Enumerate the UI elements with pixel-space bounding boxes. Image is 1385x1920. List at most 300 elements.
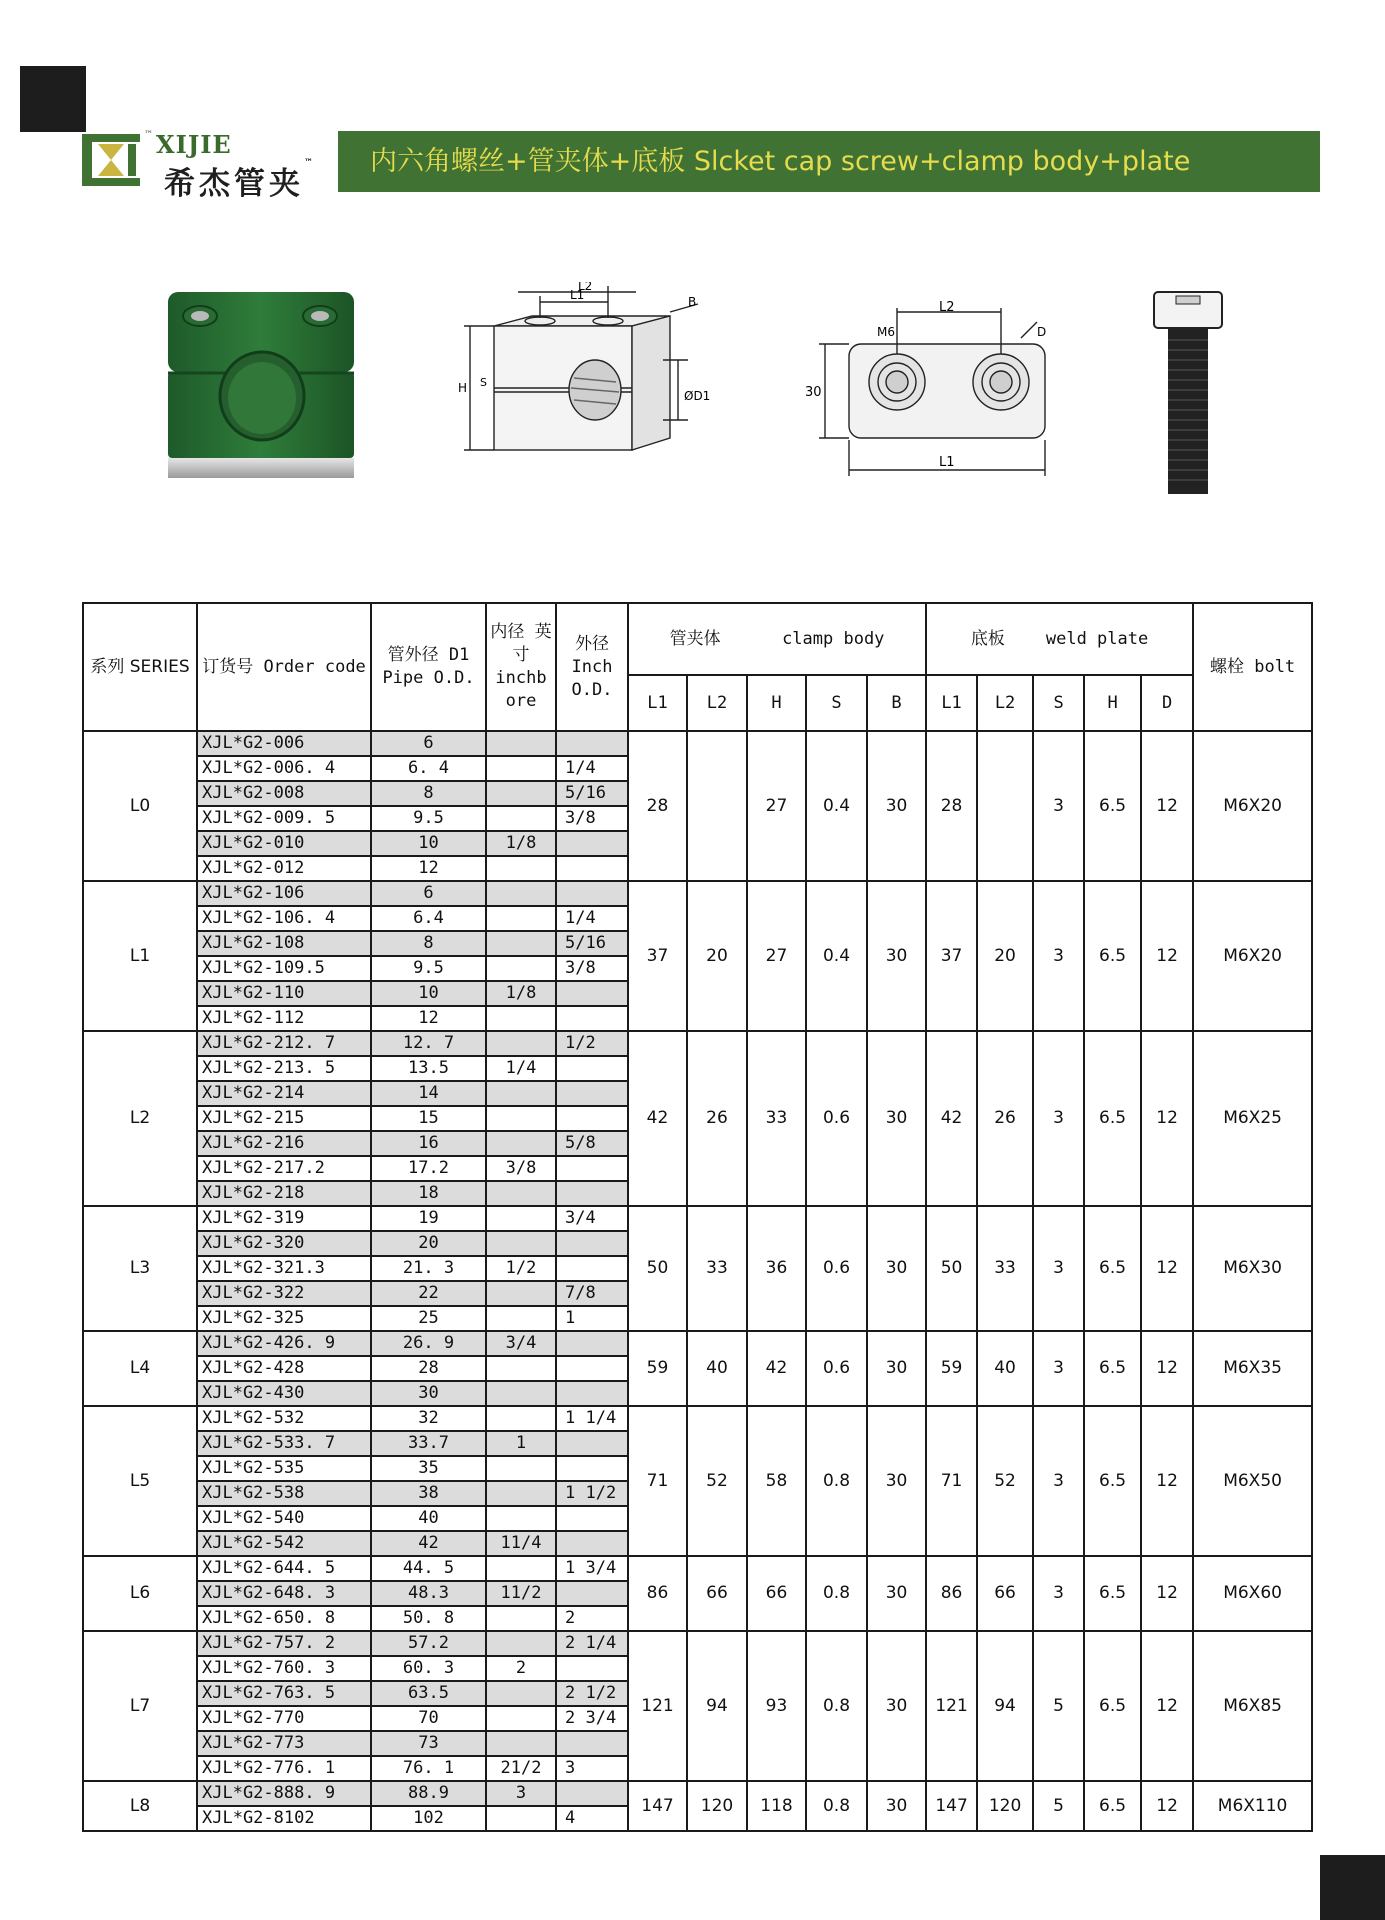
inch-od-cell [556,1081,628,1106]
inch-bore-cell [486,1031,556,1056]
body-l1-cell: 42 [628,1031,687,1206]
plate-l1-cell: 42 [926,1031,977,1206]
body-l2-cell: 120 [687,1781,747,1831]
order-code-cell: XJL*G2-010 [197,831,371,856]
plate-l2-cell [977,731,1033,881]
pipe-od-cell: 6 [371,881,486,906]
order-code-cell: XJL*G2-320 [197,1231,371,1256]
plate-l2-cell: 66 [977,1556,1033,1631]
pipe-od-cell: 16 [371,1131,486,1156]
inch-bore-cell [486,881,556,906]
header-bolt: 螺栓 bolt [1193,603,1312,731]
body-l2-cell: 52 [687,1406,747,1556]
inch-od-cell [556,1431,628,1456]
series-cell: L2 [83,1031,197,1206]
pipe-od-cell: 6 [371,731,486,756]
inch-od-cell: 2 1/2 [556,1681,628,1706]
body-b-cell: 30 [867,881,926,1031]
weld-plate-dimension-drawing [805,298,1063,482]
corner-block-bottom-right [1320,1855,1385,1920]
plate-h-cell: 6.5 [1084,1631,1141,1781]
plate-s-cell: 3 [1033,731,1084,881]
pipe-od-cell: 76. 1 [371,1756,486,1781]
inch-bore-cell: 21/2 [486,1756,556,1781]
inch-od-cell: 1/2 [556,1031,628,1056]
header-plate-d: D [1141,675,1193,731]
order-code-cell: XJL*G2-428 [197,1356,371,1381]
xijie-logo-icon [82,130,140,190]
plate-l2-cell: 26 [977,1031,1033,1206]
body-b-cell: 30 [867,1631,926,1781]
plate-l1-cell: 37 [926,881,977,1031]
inch-bore-cell: 1/2 [486,1256,556,1281]
series-cell: L5 [83,1406,197,1556]
pipe-od-cell: 12 [371,856,486,881]
inch-od-cell: 1 [556,1306,628,1331]
plate-d-cell: 12 [1141,881,1193,1031]
label-l1: L1 [570,288,585,302]
inch-od-cell [556,1256,628,1281]
inch-od-cell: 1/4 [556,756,628,781]
pipe-od-cell: 6. 4 [371,756,486,781]
pipe-od-cell: 33.7 [371,1431,486,1456]
inch-bore-cell [486,856,556,881]
pipe-od-cell: 38 [371,1481,486,1506]
body-h-cell: 27 [747,731,806,881]
body-l1-cell: 28 [628,731,687,881]
plate-l1-cell: 71 [926,1406,977,1556]
inch-bore-cell [486,1181,556,1206]
plate-l2-cell: 20 [977,881,1033,1031]
order-code-cell: XJL*G2-214 [197,1081,371,1106]
header-plate-s: S [1033,675,1084,731]
order-code-cell: XJL*G2-532 [197,1406,371,1431]
pipe-od-cell: 26. 9 [371,1331,486,1356]
header-body-l2: L2 [687,675,747,731]
series-cell: L1 [83,881,197,1031]
inch-od-cell [556,1381,628,1406]
inch-bore-cell [486,1131,556,1156]
table-row [83,881,1312,906]
plate-d-cell: 12 [1141,1781,1193,1831]
bolt-cell: M6X35 [1193,1331,1312,1406]
corner-block-top-left [20,66,86,132]
pipe-od-cell: 19 [371,1206,486,1231]
plate-s-cell: 3 [1033,1206,1084,1331]
table-row [83,731,1312,756]
series-cell: L8 [83,1781,197,1831]
inch-bore-cell [486,806,556,831]
order-code-cell: XJL*G2-770 [197,1706,371,1731]
inch-od-cell [556,1531,628,1556]
body-s-cell: 0.6 [806,1331,867,1406]
body-l1-cell: 37 [628,881,687,1031]
inch-bore-cell: 1/8 [486,981,556,1006]
header-inch-bore: 内径 英寸 inchb ore [486,603,556,731]
body-h-cell: 93 [747,1631,806,1781]
inch-bore-cell: 11/2 [486,1581,556,1606]
order-code-cell: XJL*G2-319 [197,1206,371,1231]
plate-s-cell: 3 [1033,1031,1084,1206]
inch-od-cell [556,731,628,756]
pipe-od-cell: 40 [371,1506,486,1531]
socket-cap-screw-image [1150,290,1226,496]
clamp-body-dimension-drawing [458,282,720,472]
clamp-product-image [162,288,362,482]
plate-h-cell: 6.5 [1084,1556,1141,1631]
order-code-cell: XJL*G2-538 [197,1481,371,1506]
plate-l1-cell: 50 [926,1206,977,1331]
plate-h-cell: 6.5 [1084,731,1141,881]
inch-bore-cell [486,1481,556,1506]
pipe-od-cell: 42 [371,1531,486,1556]
pipe-od-cell: 6.4 [371,906,486,931]
body-l1-cell: 86 [628,1556,687,1631]
pipe-od-cell: 50. 8 [371,1606,486,1631]
inch-bore-cell [486,756,556,781]
inch-od-cell [556,1506,628,1531]
pipe-od-cell: 30 [371,1381,486,1406]
body-l1-cell: 59 [628,1331,687,1406]
body-l2-cell: 94 [687,1631,747,1781]
pipe-od-cell: 20 [371,1231,486,1256]
header-order-code: 订货号 Order code [197,603,371,731]
inch-bore-cell [486,1281,556,1306]
order-code-cell: XJL*G2-430 [197,1381,371,1406]
plate-h-cell: 6.5 [1084,1331,1141,1406]
page-title-banner: 内六角螺丝+管夹体+底板 Slcket cap screw+clamp body+plate [338,131,1320,192]
body-b-cell: 30 [867,1331,926,1406]
body-b-cell: 30 [867,1781,926,1831]
inch-bore-cell [486,956,556,981]
inch-od-cell [556,1106,628,1131]
plate-s-cell: 3 [1033,1331,1084,1406]
order-code-cell: XJL*G2-535 [197,1456,371,1481]
inch-od-cell [556,981,628,1006]
body-b-cell: 30 [867,1556,926,1631]
body-s-cell: 0.6 [806,1206,867,1331]
plate-d-cell: 12 [1141,1406,1193,1556]
inch-od-cell [556,1656,628,1681]
label-b: B [688,295,697,309]
inch-od-cell [556,831,628,856]
pipe-od-cell: 15 [371,1106,486,1131]
series-cell: L3 [83,1206,197,1331]
pipe-od-cell: 28 [371,1356,486,1381]
body-s-cell: 0.6 [806,1031,867,1206]
plate-l2-cell: 120 [977,1781,1033,1831]
plate-d-cell: 12 [1141,1556,1193,1631]
order-code-cell: XJL*G2-322 [197,1281,371,1306]
plate-l1-cell: 121 [926,1631,977,1781]
plate-h-cell: 6.5 [1084,1031,1141,1206]
pipe-od-cell: 21. 3 [371,1256,486,1281]
inch-od-cell: 1/4 [556,906,628,931]
body-l2-cell: 33 [687,1206,747,1331]
inch-od-cell: 2 3/4 [556,1706,628,1731]
order-code-cell: XJL*G2-217.2 [197,1156,371,1181]
inch-od-cell [556,856,628,881]
inch-bore-cell [486,1706,556,1731]
body-l2-cell: 40 [687,1331,747,1406]
order-code-cell: XJL*G2-763. 5 [197,1681,371,1706]
order-code-cell: XJL*G2-650. 8 [197,1606,371,1631]
header-weld-plate: 底板 weld plate [926,603,1193,675]
inch-bore-cell: 3 [486,1781,556,1806]
order-code-cell: XJL*G2-540 [197,1506,371,1531]
plate-h-cell: 6.5 [1084,1781,1141,1831]
body-l1-cell: 121 [628,1631,687,1781]
inch-bore-cell: 2 [486,1656,556,1681]
pipe-od-cell: 8 [371,931,486,956]
label-h: H [458,381,468,395]
inch-od-cell [556,1181,628,1206]
plate-s-cell: 3 [1033,1556,1084,1631]
order-code-cell: XJL*G2-8102 [197,1806,371,1831]
body-b-cell: 30 [867,1031,926,1206]
brand-name-en: ™XIJIE [144,130,232,159]
inch-bore-cell [486,1356,556,1381]
table-row [83,1556,1312,1581]
pipe-od-cell: 60. 3 [371,1656,486,1681]
body-l1-cell: 71 [628,1406,687,1556]
table-row [83,1781,1312,1806]
header-series: 系列 SERIES [83,603,197,731]
plate-l2-cell: 52 [977,1406,1033,1556]
inch-bore-cell [486,931,556,956]
inch-od-cell [556,1006,628,1031]
label-plate-l2: L2 [939,300,955,315]
brand-name-cn: 希杰管夹™ [164,158,313,202]
order-code-cell: XJL*G2-108 [197,931,371,956]
inch-od-cell [556,881,628,906]
order-code-cell: XJL*G2-106 [197,881,371,906]
header-body-b: B [867,675,926,731]
order-code-cell: XJL*G2-542 [197,1531,371,1556]
order-code-cell: XJL*G2-008 [197,781,371,806]
plate-l2-cell: 33 [977,1206,1033,1331]
body-s-cell: 0.4 [806,731,867,881]
inch-bore-cell [486,1681,556,1706]
inch-bore-cell [486,1406,556,1431]
plate-s-cell: 3 [1033,881,1084,1031]
inch-bore-cell [486,1631,556,1656]
inch-od-cell [556,1331,628,1356]
order-code-cell: XJL*G2-533. 7 [197,1431,371,1456]
inch-od-cell: 3 [556,1756,628,1781]
bolt-cell: M6X110 [1193,1781,1312,1831]
inch-bore-cell: 1 [486,1431,556,1456]
order-code-cell: XJL*G2-212. 7 [197,1031,371,1056]
pipe-od-cell: 48.3 [371,1581,486,1606]
plate-d-cell: 12 [1141,1631,1193,1781]
body-b-cell: 30 [867,1206,926,1331]
inch-od-cell: 2 [556,1606,628,1631]
order-code-cell: XJL*G2-012 [197,856,371,881]
table-row [83,1331,1312,1356]
pipe-od-cell: 18 [371,1181,486,1206]
inch-od-cell [556,1731,628,1756]
order-code-cell: XJL*G2-213. 5 [197,1056,371,1081]
pipe-od-cell: 35 [371,1456,486,1481]
inch-bore-cell [486,731,556,756]
order-code-cell: XJL*G2-006 [197,731,371,756]
inch-bore-cell [486,1556,556,1581]
order-code-cell: XJL*G2-106. 4 [197,906,371,931]
inch-bore-cell [486,1806,556,1831]
inch-od-cell: 7/8 [556,1281,628,1306]
inch-od-cell: 3/8 [556,956,628,981]
pipe-od-cell: 25 [371,1306,486,1331]
spec-table [82,602,1313,1832]
header-plate-h: H [1084,675,1141,731]
plate-h-cell: 6.5 [1084,1206,1141,1331]
inch-bore-cell: 3/8 [486,1156,556,1181]
inch-od-cell [556,1056,628,1081]
pipe-od-cell: 12 [371,1006,486,1031]
series-cell: L6 [83,1556,197,1631]
table-row [83,1631,1312,1656]
header-inch-od: 外径 Inch O.D. [556,603,628,731]
inch-od-cell: 3/4 [556,1206,628,1231]
body-l2-cell: 26 [687,1031,747,1206]
body-l1-cell: 50 [628,1206,687,1331]
table-row [83,1031,1312,1056]
pipe-od-cell: 73 [371,1731,486,1756]
pipe-od-cell: 57.2 [371,1631,486,1656]
order-code-cell: XJL*G2-888. 9 [197,1781,371,1806]
body-b-cell: 30 [867,1406,926,1556]
series-cell: L7 [83,1631,197,1781]
plate-s-cell: 5 [1033,1781,1084,1831]
body-s-cell: 0.8 [806,1556,867,1631]
header-body-h: H [747,675,806,731]
inch-od-cell: 3/8 [556,806,628,831]
plate-d-cell: 12 [1141,1031,1193,1206]
bolt-cell: M6X25 [1193,1031,1312,1206]
body-h-cell: 118 [747,1781,806,1831]
pipe-od-cell: 44. 5 [371,1556,486,1581]
inch-od-cell: 5/8 [556,1131,628,1156]
body-l2-cell: 66 [687,1556,747,1631]
header-plate-l1: L1 [926,675,977,731]
inch-bore-cell [486,1081,556,1106]
inch-od-cell [556,1581,628,1606]
pipe-od-cell: 70 [371,1706,486,1731]
order-code-cell: XJL*G2-325 [197,1306,371,1331]
pipe-od-cell: 13.5 [371,1056,486,1081]
order-code-cell: XJL*G2-773 [197,1731,371,1756]
inch-od-cell [556,1781,628,1806]
inch-od-cell: 4 [556,1806,628,1831]
body-h-cell: 58 [747,1406,806,1556]
body-h-cell: 36 [747,1206,806,1331]
header-body-s: S [806,675,867,731]
plate-l1-cell: 86 [926,1556,977,1631]
inch-bore-cell [486,1731,556,1756]
body-s-cell: 0.8 [806,1781,867,1831]
order-code-cell: XJL*G2-216 [197,1131,371,1156]
pipe-od-cell: 10 [371,981,486,1006]
pipe-od-cell: 102 [371,1806,486,1831]
plate-l1-cell: 59 [926,1331,977,1406]
body-s-cell: 0.8 [806,1631,867,1781]
order-code-cell: XJL*G2-426. 9 [197,1331,371,1356]
inch-bore-cell [486,781,556,806]
body-s-cell: 0.8 [806,1406,867,1556]
pipe-od-cell: 9.5 [371,806,486,831]
order-code-cell: XJL*G2-321.3 [197,1256,371,1281]
bolt-cell: M6X20 [1193,731,1312,881]
brand-logo [82,124,322,200]
pipe-od-cell: 10 [371,831,486,856]
order-code-cell: XJL*G2-109.5 [197,956,371,981]
inch-od-cell [556,1456,628,1481]
bolt-cell: M6X30 [1193,1206,1312,1331]
label-s: S [480,376,487,389]
plate-d-cell: 12 [1141,731,1193,881]
plate-l2-cell: 40 [977,1331,1033,1406]
pipe-od-cell: 22 [371,1281,486,1306]
order-code-cell: XJL*G2-218 [197,1181,371,1206]
header-clamp-body: 管夹体 clamp body [628,603,926,675]
table-row [83,1206,1312,1231]
plate-s-cell: 5 [1033,1631,1084,1781]
inch-od-cell: 1 3/4 [556,1556,628,1581]
body-h-cell: 27 [747,881,806,1031]
pipe-od-cell: 63.5 [371,1681,486,1706]
order-code-cell: XJL*G2-648. 3 [197,1581,371,1606]
pipe-od-cell: 8 [371,781,486,806]
inch-bore-cell: 1/8 [486,831,556,856]
pipe-od-cell: 32 [371,1406,486,1431]
series-cell: L4 [83,1331,197,1406]
pipe-od-cell: 9.5 [371,956,486,981]
plate-l2-cell: 94 [977,1631,1033,1781]
order-code-cell: XJL*G2-006. 4 [197,756,371,781]
pipe-od-cell: 12. 7 [371,1031,486,1056]
plate-l1-cell: 28 [926,731,977,881]
plate-d-cell: 12 [1141,1206,1193,1331]
bolt-cell: M6X20 [1193,881,1312,1031]
inch-bore-cell: 1/4 [486,1056,556,1081]
inch-od-cell [556,1231,628,1256]
label-thirty: 30 [805,385,822,400]
body-s-cell: 0.4 [806,881,867,1031]
inch-bore-cell [486,1506,556,1531]
header-plate-l2: L2 [977,675,1033,731]
body-l2-cell [687,731,747,881]
header-body-l1: L1 [628,675,687,731]
inch-od-cell [556,1356,628,1381]
pipe-od-cell: 88.9 [371,1781,486,1806]
body-l2-cell: 20 [687,881,747,1031]
plate-s-cell: 3 [1033,1406,1084,1556]
order-code-cell: XJL*G2-757. 2 [197,1631,371,1656]
label-d1: ØD1 [684,389,711,403]
order-code-cell: XJL*G2-110 [197,981,371,1006]
inch-od-cell: 1 1/2 [556,1481,628,1506]
plate-l1-cell: 147 [926,1781,977,1831]
order-code-cell: XJL*G2-760. 3 [197,1656,371,1681]
body-b-cell: 30 [867,731,926,881]
order-code-cell: XJL*G2-215 [197,1106,371,1131]
inch-bore-cell [486,1106,556,1131]
inch-od-cell: 2 1/4 [556,1631,628,1656]
header-pipe-od: 管外径 D1 Pipe O.D. [371,603,486,731]
pipe-od-cell: 14 [371,1081,486,1106]
inch-bore-cell [486,1206,556,1231]
